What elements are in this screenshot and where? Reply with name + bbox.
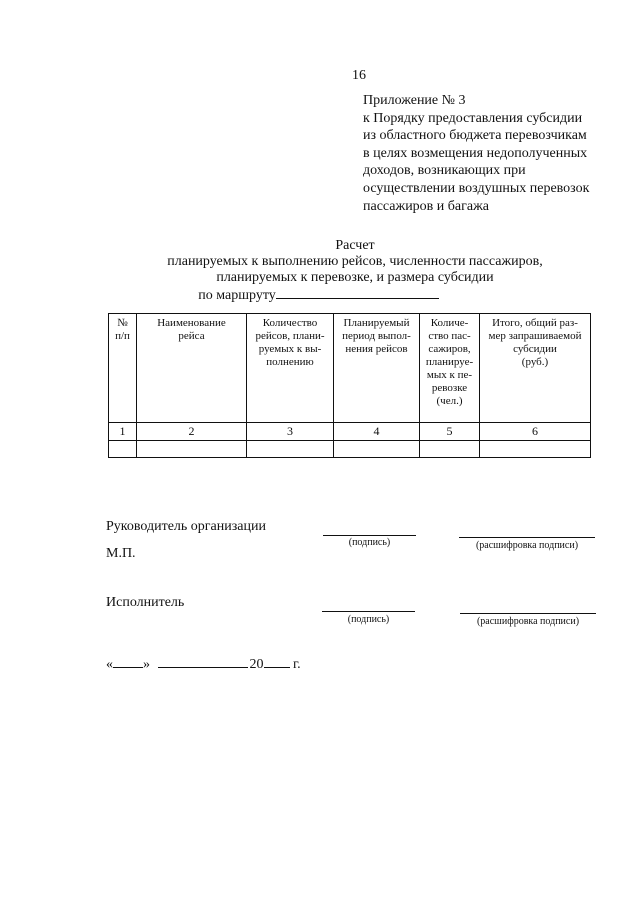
empty-cell[interactable] (109, 441, 137, 458)
date-row (106, 657, 301, 673)
header-cell-passengers: Количе- ство пас- сажиров, планируе- мых к пе- ревозке (чел.) (420, 314, 480, 423)
header-cell-flight-count: Количество рейсов, плани- руемых к вы- полнению (247, 314, 334, 423)
head-decoding-line[interactable] (459, 537, 595, 538)
route-row (27, 286, 610, 304)
column-number: 2 (137, 423, 247, 441)
header-cell-flight-name: Наименование рейса (137, 314, 247, 423)
empty-cell[interactable] (334, 441, 420, 458)
day-blank-line[interactable] (113, 667, 143, 668)
column-number: 4 (334, 423, 420, 441)
empty-cell[interactable] (480, 441, 591, 458)
empty-cell[interactable] (247, 441, 334, 458)
date-close-quote: » (143, 657, 150, 672)
head-signature-line[interactable] (323, 535, 416, 536)
year-suffix: г. (293, 657, 301, 672)
appendix-header (363, 92, 589, 215)
appendix-line: доходов, возникающих при (363, 163, 526, 179)
month-blank-line[interactable] (158, 667, 248, 668)
year-prefix: 20 (249, 657, 264, 672)
date-open-quote: « (106, 657, 113, 672)
route-label: по маршруту (198, 288, 276, 303)
empty-cell[interactable] (137, 441, 247, 458)
executor-label: Исполнитель (106, 595, 185, 610)
table-header-row (109, 314, 591, 423)
route-input-line[interactable] (276, 286, 439, 299)
decoding-caption: (расшифровка подписи) (475, 540, 579, 551)
appendix-line: осуществлении воздушных перевозок (363, 180, 590, 196)
executor-signature-line[interactable] (322, 611, 415, 612)
appendix-line: из областного бюджета перевозчикам (363, 128, 587, 144)
signature-caption: (подпись) (347, 614, 390, 625)
empty-cell[interactable] (420, 441, 480, 458)
head-of-organization-label: Руководитель организации (106, 519, 266, 534)
appendix-line: в целях возмещения недополученных (363, 145, 588, 161)
table-empty-row (109, 441, 591, 458)
executor-decoding-line[interactable] (460, 613, 596, 614)
header-cell-period: Планируемый период выпол- нения рейсов (334, 314, 420, 423)
decoding-caption: (расшифровка подписи) (476, 616, 580, 627)
title-line: планируемых к выполнению рейсов, численности пассажиров, (167, 254, 543, 269)
title-heading: Расчет (335, 238, 375, 253)
stamp-label: М.П. (106, 546, 136, 561)
header-cell-subsidy-total: Итого, общий раз- мер запрашиваемой субсидии (руб.) (480, 314, 591, 423)
signature-caption: (подпись) (348, 537, 391, 548)
appendix-line: Приложение № 3 (363, 93, 466, 108)
calculation-table (108, 313, 591, 458)
column-number: 5 (420, 423, 480, 441)
column-number: 6 (480, 423, 591, 441)
column-number: 3 (247, 423, 334, 441)
title-line: планируемых к перевозке, и размера субсидии (216, 270, 494, 285)
document-title (100, 238, 610, 304)
page-number: 16 (352, 68, 366, 83)
table-number-row (109, 423, 591, 441)
column-number: 1 (109, 423, 137, 441)
header-cell-number: № п/п (109, 314, 137, 423)
appendix-line: пассажиров и багажа (363, 198, 489, 214)
appendix-line: к Порядку предоставления субсидии (363, 110, 583, 126)
year-blank-line[interactable] (264, 667, 290, 668)
